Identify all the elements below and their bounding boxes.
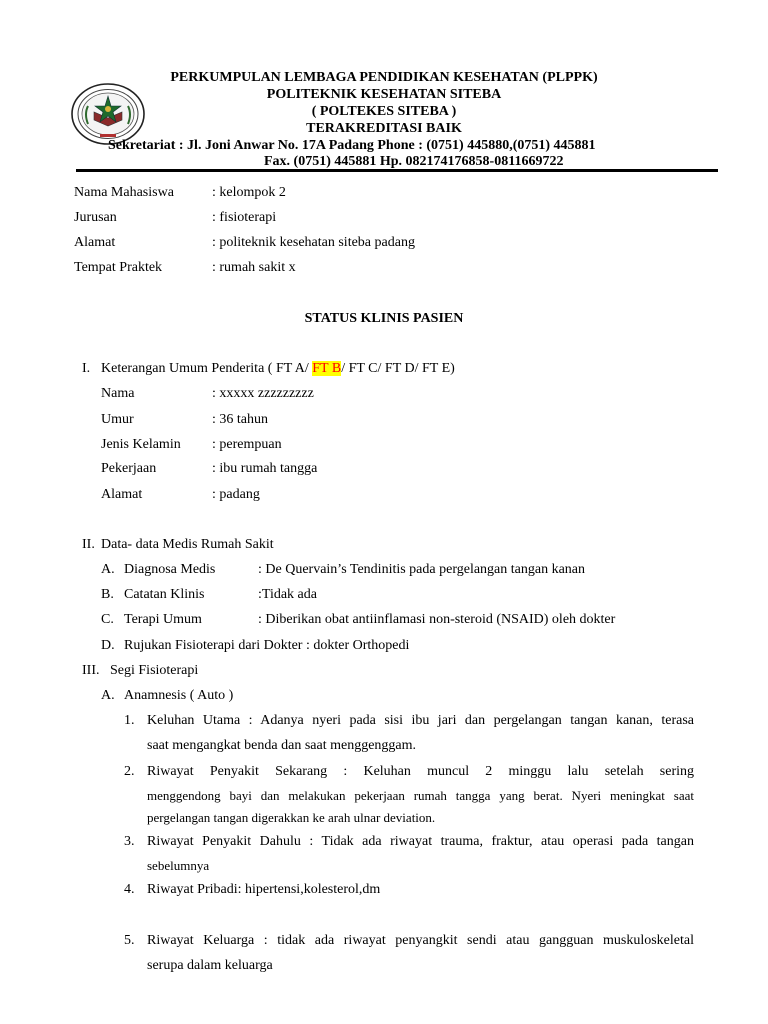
list-item-line: serupa dalam keluarga xyxy=(147,958,273,973)
list-item-line: pergelangan tangan digerakkan ke arah ulnar deviation. xyxy=(147,810,436,825)
patient-value: : perempuan xyxy=(212,437,282,452)
student-value: : fisioterapi xyxy=(212,210,277,225)
patient-label: Umur xyxy=(101,412,134,427)
highlighted-option: FT B xyxy=(312,361,342,376)
section-number: II. xyxy=(82,537,95,552)
list-item-line: Riwayat Pribadi: hipertensi,kolesterol,dm xyxy=(147,882,381,897)
list-item-line: Riwayat Penyakit Sekarang : Keluhan muncul 2 minggu lalu setelah sering xyxy=(147,764,694,779)
section1-heading: Keterangan Umum Penderita ( FT A/ FT B/ FT C/ FT D/ FT E) xyxy=(101,361,455,376)
medical-value: : Diberikan obat antiinflamasi non-steroid (NSAID) oleh dokter xyxy=(258,612,616,627)
item-letter: A. xyxy=(101,688,115,703)
section2-heading: Data- data Medis Rumah Sakit xyxy=(101,537,274,552)
list-number: 2. xyxy=(124,764,135,779)
medical-value: :Tidak ada xyxy=(258,587,317,602)
list-number: 3. xyxy=(124,834,135,849)
header-divider xyxy=(76,169,718,172)
college-abbreviation: ( POLTEKES SITEBA ) xyxy=(311,104,457,119)
student-value: : politeknik kesehatan siteba padang xyxy=(212,235,415,250)
patient-value: : padang xyxy=(212,487,260,502)
secretariat-address: Sekretariat : Jl. Joni Anwar No. 17A Padang Phone : (0751) 445880,(0751) 445881 xyxy=(108,138,596,153)
section-number: I. xyxy=(82,361,91,376)
list-item-line: saat mengangkat benda dan saat menggenggam. xyxy=(147,738,417,753)
item-letter: A. xyxy=(101,562,115,577)
item-letter: C. xyxy=(101,612,114,627)
patient-value: : xxxxx zzzzzzzzz xyxy=(212,386,314,401)
medical-label: Catatan Klinis xyxy=(124,587,205,602)
patient-label: Jenis Kelamin xyxy=(101,437,181,452)
patient-label: Pekerjaan xyxy=(101,461,157,476)
medical-label: Rujukan Fisioterapi dari Dokter : dokter Orthopedi xyxy=(124,638,410,653)
patient-label: Alamat xyxy=(101,487,143,502)
student-label: Tempat Praktek xyxy=(74,260,163,275)
institution-name: PERKUMPULAN LEMBAGA PENDIDIKAN KESEHATAN (PLPPK) xyxy=(170,70,598,85)
list-item-line: Riwayat Penyakit Dahulu : Tidak ada riwayat trauma, fraktur, atau operasi pada tangan xyxy=(147,834,694,849)
list-item-line: Keluhan Utama : Adanya nyeri pada sisi ibu jari dan pergelangan tangan kanan, terasa xyxy=(147,713,694,728)
student-value: : rumah sakit x xyxy=(212,260,296,275)
medical-label: Diagnosa Medis xyxy=(124,562,216,577)
medical-value: : De Quervain’s Tendinitis pada pergelangan tangan kanan xyxy=(258,562,586,577)
patient-label: Nama xyxy=(101,386,135,401)
list-item-line: sebelumnya xyxy=(147,858,210,873)
accreditation: TERAKREDITASI BAIK xyxy=(306,121,462,136)
list-number: 1. xyxy=(124,713,135,728)
list-number: 4. xyxy=(124,882,135,897)
section-number: III. xyxy=(82,663,100,678)
item-letter: D. xyxy=(101,638,115,653)
anamnesis-heading: Anamnesis ( Auto ) xyxy=(124,688,234,703)
student-label: Alamat xyxy=(74,235,116,250)
student-value: : kelompok 2 xyxy=(212,185,286,200)
fax-phone: Fax. (0751) 445881 Hp. 082174176858-0811669722 xyxy=(264,154,564,169)
student-label: Nama Mahasiswa xyxy=(74,185,174,200)
list-item-line: Riwayat Keluarga : tidak ada riwayat penyangkit sendi atau gangguan muskuloskeletal xyxy=(147,933,694,948)
section3-heading: Segi Fisioterapi xyxy=(110,663,199,678)
document-title: STATUS KLINIS PASIEN xyxy=(304,311,464,326)
list-number: 5. xyxy=(124,933,135,948)
student-label: Jurusan xyxy=(74,210,117,225)
patient-value: : 36 tahun xyxy=(212,412,268,427)
list-item-line: menggendong bayi dan melakukan pekerjaan rumah tangga yang berat. Nyeri meningkat saat xyxy=(147,788,694,803)
medical-label: Terapi Umum xyxy=(124,612,202,627)
patient-value: : ibu rumah tangga xyxy=(212,461,318,476)
college-name: POLITEKNIK KESEHATAN SITEBA xyxy=(266,87,502,102)
item-letter: B. xyxy=(101,587,114,602)
